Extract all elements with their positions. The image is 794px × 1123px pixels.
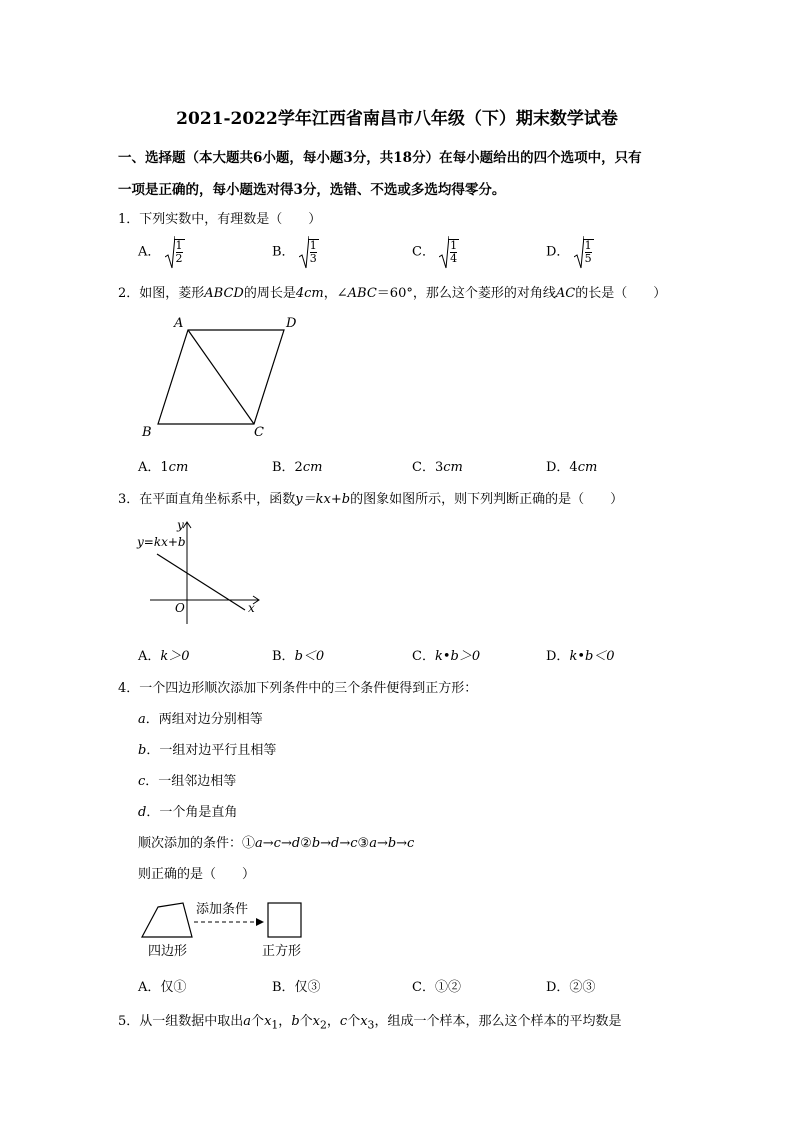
q1-option-d[interactable]: [546, 235, 594, 269]
q1-b-numerator: 1: [309, 239, 317, 252]
question-2-stem: 2．如图，菱形ABCD的周长是4cm，∠ABC＝60°，那么这个菱形的对角线AC的长是（ ）: [118, 286, 667, 301]
question-2-options: [138, 456, 698, 476]
rhombus-figure: [138, 312, 308, 442]
question-4-options: [138, 976, 698, 996]
q1-c-denominator: 4: [450, 252, 458, 265]
x-axis-label: x: [248, 601, 255, 615]
arrow-head-icon: [256, 918, 264, 926]
q1-a-denominator: 2: [175, 252, 183, 265]
q1-option-b[interactable]: [272, 235, 319, 269]
q1-option-c-label: C．: [412, 244, 435, 260]
q4-condition-c: c．一组邻边相等: [138, 774, 237, 789]
q2-option-a[interactable]: A．1cm: [138, 460, 189, 475]
q1-d-numerator: 1: [584, 239, 592, 252]
origin-label: O: [175, 601, 185, 615]
square-shape: [268, 903, 301, 937]
section-heading-line1: 一、选择题（本大题共6小题，每小题3分，共18分）在每小题给出的四个选项中，只有: [118, 150, 642, 166]
q4-order-line: 顺次添加的条件：①a→c→d②b→d→c③a→b→c: [138, 836, 415, 851]
y-axis-label: y: [177, 518, 184, 532]
question-1-stem: 1．下列实数中，有理数是（ ）: [118, 212, 322, 227]
vertex-label-b: B: [142, 425, 152, 440]
q3-option-b[interactable]: B．b＜0: [272, 649, 325, 664]
quadrilateral-to-square-figure: [138, 895, 318, 965]
q4-option-b[interactable]: B．仅③: [272, 980, 321, 995]
sqrt-icon: [299, 235, 319, 269]
q1-d-denominator: 5: [584, 252, 592, 265]
question-1-options: [138, 235, 698, 269]
function-line: [157, 554, 245, 610]
q1-c-numerator: 1: [450, 239, 458, 252]
q4-condition-b: b．一组对边平行且相等: [138, 743, 277, 758]
q1-option-c[interactable]: [412, 235, 459, 269]
question-4-stem: 4．一个四边形顺次添加下列条件中的三个条件便得到正方形：: [118, 681, 478, 696]
q2-option-c[interactable]: C．3cm: [412, 460, 463, 475]
function-line-label: y=kx+b: [137, 535, 186, 549]
diagonal-ac: [188, 330, 254, 424]
q1-option-a-label: A．: [138, 244, 161, 260]
q3-option-d[interactable]: D．k•b＜0: [546, 649, 615, 664]
q1-option-a[interactable]: [138, 235, 185, 269]
q3-option-a[interactable]: A．k＞0: [138, 649, 190, 664]
q4-option-d[interactable]: D．②③: [546, 980, 596, 995]
sqrt-icon: [439, 235, 459, 269]
q4-condition-a: a．两组对边分别相等: [138, 712, 263, 727]
q2-option-d[interactable]: D．4cm: [546, 460, 598, 475]
q4-ask: 则正确的是（ ）: [138, 867, 256, 882]
linear-function-figure: [135, 516, 265, 628]
q4-option-c[interactable]: C．①②: [412, 980, 461, 995]
quadrilateral-caption: 四边形: [148, 944, 188, 959]
q4-option-a[interactable]: A．仅①: [138, 980, 187, 995]
vertex-label-a: A: [174, 316, 184, 331]
q1-a-numerator: 1: [175, 239, 183, 252]
q4-condition-d: d．一个角是直角: [138, 805, 238, 820]
quadrilateral-shape: [142, 903, 192, 937]
sqrt-icon: [165, 235, 185, 269]
q3-option-c[interactable]: C．k•b＞0: [412, 649, 481, 664]
q1-option-d-label: D．: [546, 244, 570, 260]
section-heading-line2: 一项是正确的，每小题选对得3分，选错、不选或多选均得零分。: [118, 182, 506, 198]
sqrt-icon: [574, 235, 594, 269]
q1-b-denominator: 3: [309, 252, 317, 265]
square-caption: 正方形: [262, 944, 302, 959]
arrow-label: 添加条件: [196, 902, 249, 917]
question-5-stem: 5．从一组数据中取出a个$x_1$，b个$x_2$，c个$x_3$，组成一个样本，那么这个样本的平均数是: [118, 1014, 622, 1032]
vertex-label-c: C: [254, 425, 264, 440]
page-title: 2021-2022学年江西省南昌市八年级（下）期末数学试卷: [176, 109, 618, 129]
question-3-options: [138, 645, 698, 665]
question-3-stem: 3．在平面直角坐标系中，函数y＝kx+b的图象如图所示，则下列判断正确的是（ ）: [118, 492, 624, 507]
q2-option-b[interactable]: B．2cm: [272, 460, 323, 475]
q1-option-b-label: B．: [272, 244, 295, 260]
vertex-label-d: D: [286, 316, 297, 331]
